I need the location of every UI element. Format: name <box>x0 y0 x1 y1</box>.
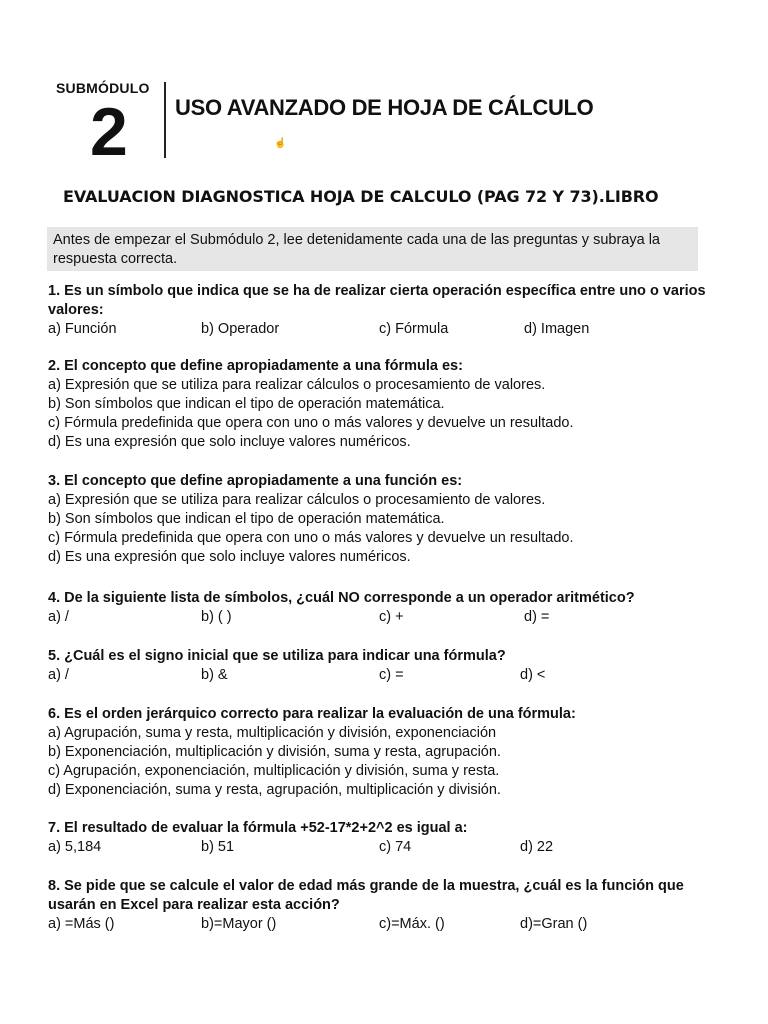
question-title: 1. Es un símbolo que indica que se ha de realizar cierta operación específica entre uno o varios valores: <box>48 283 706 318</box>
submodule-number: 2 <box>90 94 128 170</box>
option-d[interactable]: d) Es una expresión que solo incluye valores numéricos. <box>48 549 411 565</box>
option-d[interactable]: d) 22 <box>520 839 554 855</box>
option-c[interactable]: c)=Máx. () <box>379 916 445 932</box>
question-2 <box>48 357 718 452</box>
option-d[interactable]: d) Es una expresión que solo incluye valores numéricos. <box>48 434 411 450</box>
option-d[interactable]: d) = <box>524 609 550 625</box>
option-a[interactable]: a) 5,184 <box>48 839 102 855</box>
question-title: 7. El resultado de evaluar la fórmula +52-17*2+2^2 es igual a: <box>48 820 468 836</box>
option-b[interactable]: b)=Mayor () <box>201 916 277 932</box>
option-b[interactable]: b) & <box>201 667 228 683</box>
option-a[interactable]: a) Expresión que se utiliza para realizar cálculos o procesamiento de valores. <box>48 492 546 508</box>
question-3 <box>48 472 718 567</box>
option-b[interactable]: b) Operador <box>201 321 280 337</box>
options-row <box>48 838 718 857</box>
question-5 <box>48 647 718 685</box>
option-b[interactable]: b) ( ) <box>201 609 232 625</box>
submodule-title: USO AVANZADO DE HOJA DE CÁLCULO <box>175 95 594 120</box>
question-1 <box>48 282 718 339</box>
options-row <box>48 666 718 685</box>
question-title: 3. El concepto que define apropiadamente a una función es: <box>48 473 463 489</box>
hand-cursor-icon: ☝ <box>274 138 287 149</box>
options-row <box>48 915 718 934</box>
option-a[interactable]: a) / <box>48 667 69 683</box>
option-d[interactable]: d) Exponenciación, suma y resta, agrupación, multiplicación y división. <box>48 782 501 798</box>
options-row <box>48 320 718 339</box>
header-divider <box>164 82 166 158</box>
option-c[interactable]: c) Agrupación, exponenciación, multiplicación y división, suma y resta. <box>48 763 500 779</box>
option-c[interactable]: c) + <box>379 609 404 625</box>
option-a[interactable]: a) Expresión que se utiliza para realizar cálculos o procesamiento de valores. <box>48 377 546 393</box>
options-row <box>48 608 718 627</box>
question-6 <box>48 705 718 800</box>
instructions-text: Antes de empezar el Submódulo 2, lee detenidamente cada una de las preguntas y subraya la respuesta correcta. <box>53 232 660 267</box>
question-7 <box>48 819 718 857</box>
question-title: 4. De la siguiente lista de símbolos, ¿cuál NO corresponde a un operador aritmético? <box>48 590 635 606</box>
question-title: 6. Es el orden jerárquico correcto para realizar la evaluación de una fórmula: <box>48 706 576 722</box>
option-a[interactable]: a) / <box>48 609 69 625</box>
option-c[interactable]: c) 74 <box>379 839 412 855</box>
option-d[interactable]: d) Imagen <box>524 321 590 337</box>
submodule-header <box>56 80 161 170</box>
option-a[interactable]: a) Agrupación, suma y resta, multiplicación y división, exponenciación <box>48 725 497 741</box>
option-c[interactable]: c) Fórmula predefinida que opera con uno o más valores y devuelve un resultado. <box>48 530 574 546</box>
question-8 <box>48 877 718 934</box>
option-b[interactable]: b) Exponenciación, multiplicación y división, suma y resta, agrupación. <box>48 744 501 760</box>
instructions-box <box>47 227 698 271</box>
option-c[interactable]: c) Fórmula <box>379 321 449 337</box>
question-title: 8. Se pide que se calcule el valor de edad más grande de la muestra, ¿cuál es la función que usarán en Excel para realizar esta acción? <box>48 878 684 913</box>
option-b[interactable]: b) Son símbolos que indican el tipo de operación matemática. <box>48 396 445 412</box>
submodule-label: SUBMÓDULO <box>56 80 150 96</box>
option-d[interactable]: d)=Gran () <box>520 916 588 932</box>
question-title: 2. El concepto que define apropiadamente a una fórmula es: <box>48 358 463 374</box>
evaluation-title: EVALUACION DIAGNOSTICA HOJA DE CALCULO (PAG 72 Y 73).LIBRO <box>63 187 659 206</box>
option-a[interactable]: a) =Más () <box>48 916 115 932</box>
option-b[interactable]: b) 51 <box>201 839 235 855</box>
option-a[interactable]: a) Función <box>48 321 117 337</box>
option-c[interactable]: c) = <box>379 667 404 683</box>
option-d[interactable]: d) < <box>520 667 546 683</box>
option-b[interactable]: b) Son símbolos que indican el tipo de operación matemática. <box>48 511 445 527</box>
question-4 <box>48 589 718 627</box>
question-title: 5. ¿Cuál es el signo inicial que se utiliza para indicar una fórmula? <box>48 648 506 664</box>
option-c[interactable]: c) Fórmula predefinida que opera con uno o más valores y devuelve un resultado. <box>48 415 574 431</box>
